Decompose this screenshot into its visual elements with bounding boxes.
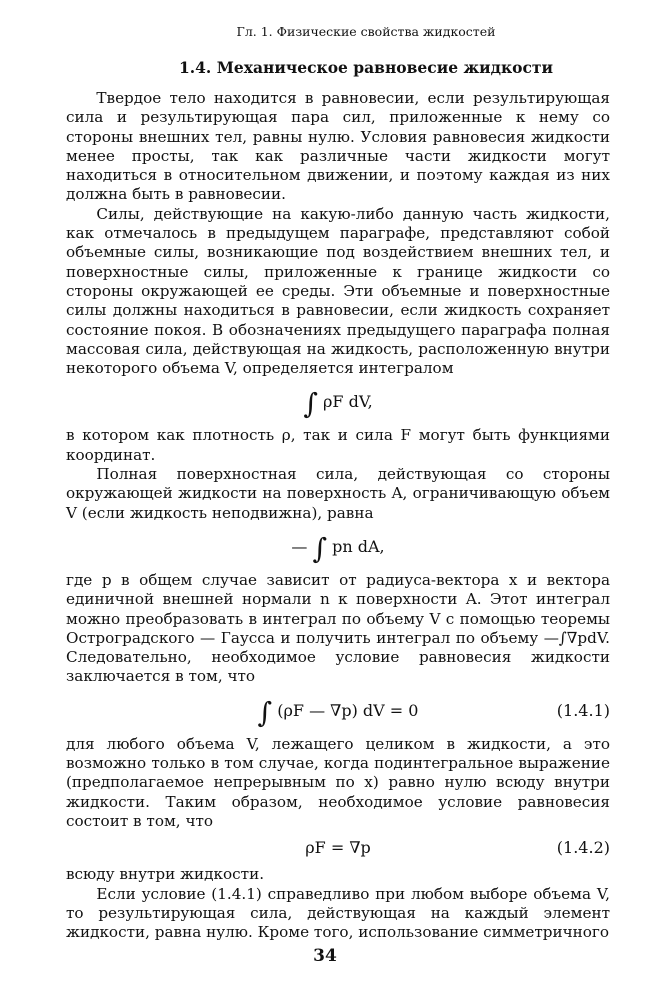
equation-1-4-1-text: (ρF — ∇p) dV = 0 bbox=[277, 700, 419, 720]
equation-number-1-4-2: (1.4.2) bbox=[556, 838, 610, 858]
equation-body-force bbox=[66, 384, 610, 420]
paragraph-4: Полная поверхностная сила, действующая со стороны окружающей жидкости на поверхность A, ограничивающую объем V (если жидкость неподвижна), равна bbox=[66, 465, 610, 522]
book-page bbox=[66, 24, 610, 942]
equation-number-1-4-1: (1.4.1) bbox=[556, 700, 610, 720]
paragraph-3: в котором как плотность ρ, так и сила F могут быть функциями координат. bbox=[66, 426, 610, 464]
equation-body-force-text: ρF dV, bbox=[323, 392, 373, 412]
equation-1-4-1 bbox=[66, 693, 610, 729]
page-number: 34 bbox=[313, 946, 337, 966]
equation-1-4-2 bbox=[66, 833, 610, 863]
equation-surface-force-text: pn dA, bbox=[332, 536, 385, 556]
paragraph-2: Силы, действующие на какую-либо данную часть жидкости, как отмечалось в предыдущем параграфе, представляют собой объемные силы, возникающие под воздействием внешних тел, и поверхностные силы, приложенные к границе жидкости со стороны окружающей ее среды. Эти объемные и поверхностные силы должны находиться в равновесии, если жидкость сохраняет состояние покоя. В обозначениях предыдущего параграфа полная массовая сила, действующая на жидкость, расположенную внутри некоторого объема V, определяется интегралом bbox=[66, 204, 610, 378]
running-head: Гл. 1. Физические свойства жидкостей bbox=[236, 24, 496, 39]
integral-sign: ∫ bbox=[257, 695, 273, 729]
paragraph-6: для любого объема V, лежащего целиком в жидкости, а это возможно только в том случае, когда подинтегральное выражение (предполагаемое непрерывным по x) равно нулю всюду внутри жидкости. Таким образом, необходимое условие равновесия состоит в том, что bbox=[66, 734, 610, 830]
paragraph-5: где p в общем случае зависит от радиуса-вектора x и вектора единичной внешней нормали n к поверхности A. Этот интеграл можно преобразовать в интеграл по объему V с помощью теоремы Остроградского — Гаусса и получить интеграл по объему —∫∇pdV. Следовательно, необходимое условие равновесия жидкости заключается в том, что bbox=[66, 570, 610, 686]
equation-surface-force bbox=[66, 529, 610, 565]
paragraph-7: всюду внутри жидкости. bbox=[66, 865, 265, 884]
integral-sign: ∫ bbox=[303, 387, 318, 421]
equation-minus-sign: — bbox=[291, 536, 308, 556]
integral-sign: ∫ bbox=[312, 531, 328, 565]
paragraph-1: Твердое тело находится в равновесии, если результирующая сила и результирующая пара сил, приложенные к нему со стороны внешних тел, равны нулю. Условия равновесия жидкости менее просты, так как различные части жидкости могут находиться в относительном движении, и поэтому каждая из них должна быть в равновесии. bbox=[66, 89, 610, 204]
equation-1-4-2-text: ρF = ∇p bbox=[305, 838, 371, 858]
section-title: 1.4. Механическое равновесие жидкости bbox=[178, 58, 554, 77]
paragraph-8: Если условие (1.4.1) справедливо при любом выборе объема V, то результирующая сила, действующая на каждый элемент жидкости, равна нулю. Кроме того, использование симметричного bbox=[66, 884, 610, 942]
